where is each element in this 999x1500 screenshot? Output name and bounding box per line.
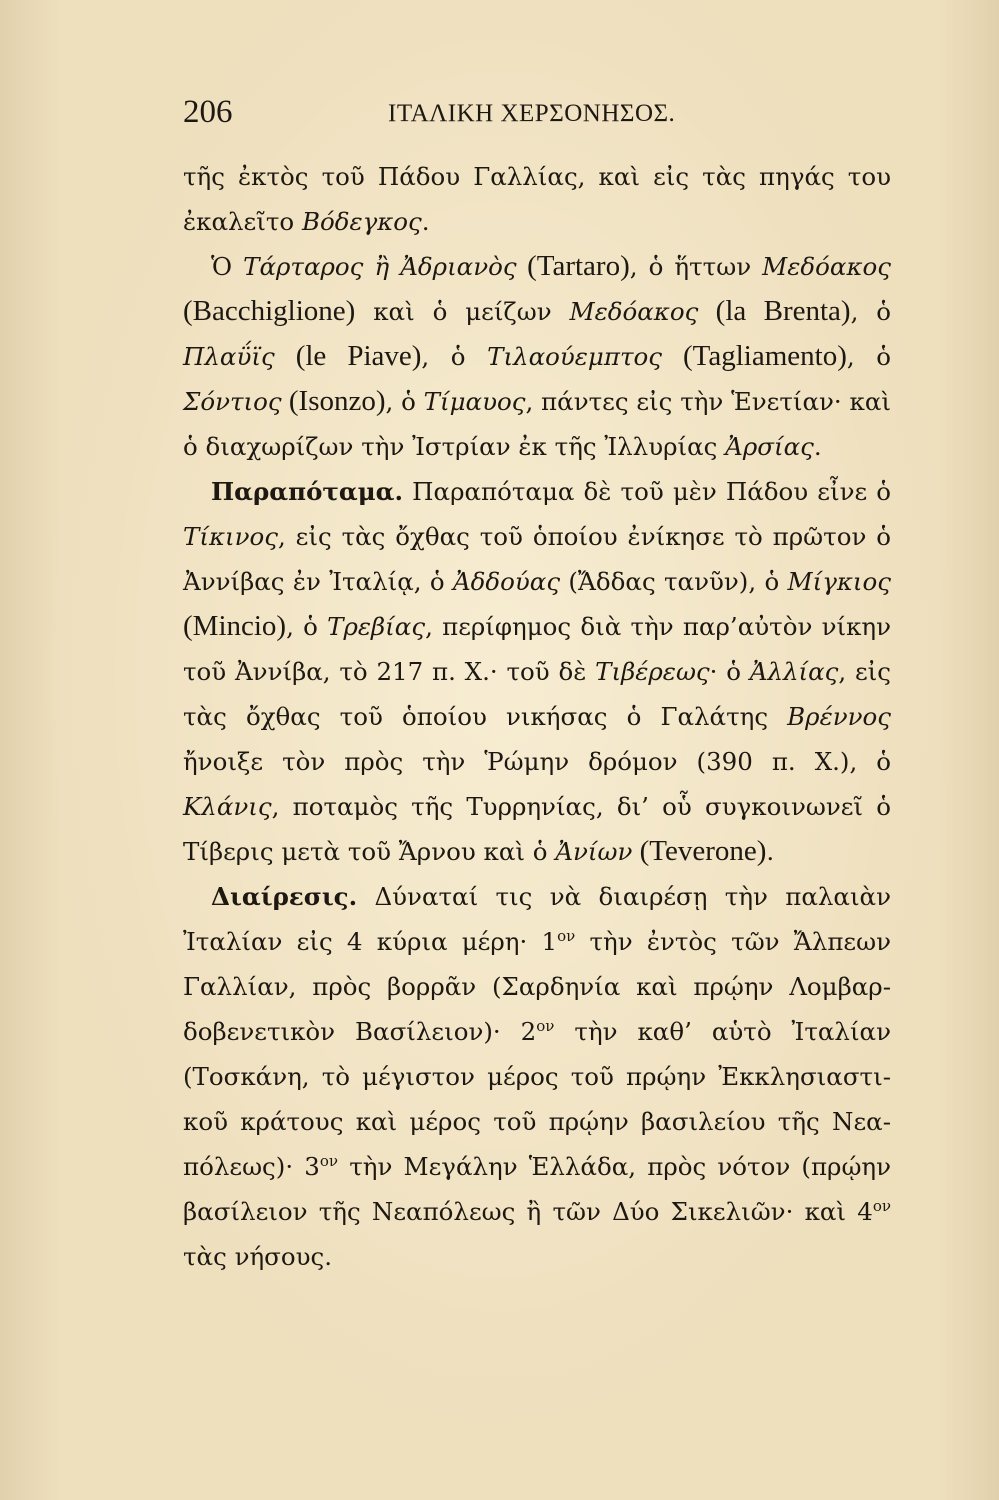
paragraph-tributaries: Παραπόταμα. Παραπόταμα δὲ τοῦ μὲν Πάδου εἶνε ὁ Τίκινος, εἰς τὰς ὄχθας τοῦ ὁποίου ἐνίκησε τὸ πρῶτον ὁ Ἀννίβας ἐν Ἰταλίᾳ, ὁ Ἀδδούας (Ἄδδας τανῦν), ὁ Μίγκιος (Mincio), ὁ Τρεβίας, περίφημος διὰ τὴν παρ’αὐτὸν νίκην τοῦ Ἀννίβα, τὸ 217 π. Χ.· τοῦ δὲ Τιβέρεως· ὁ Ἀλλίας, εἰς τὰς ὄχθας τοῦ ὁποίου νικήσας ὁ Γαλάτης Βρέννος ἤνοιξε τὸν πρὸς τὴν Ῥώμην δρόμον (390 π. Χ.), ὁ Κλάνις, ποταμὸς τῆς Τυρρηνίας, δι’ οὗ συγκοινωνεῖ ὁ Τίβερις μετὰ τοῦ Ἄρνου καὶ ὁ Ἀνίων (Teverone). [183, 477, 891, 867]
running-title: ΙΤΑΛΙΚΗ ΧΕΡΣΟΝΗΣΟΣ. [388, 100, 676, 127]
page-number: 206 [183, 94, 233, 130]
paragraph-division: Διαίρεσις. Δύναταί τις νὰ διαιρέσῃ τὴν παλαιὰν Ἰταλίαν εἰς 4 κύρια $\mu έ\rho\eta\cdot 1^{o\nu}$ τὴν ἐντὸς τῶν Ἄλπεων Γαλλίαν, πρὸς βορρᾶν (Σαρδηνία καὶ πρῴην Λομβαρδοβενετικὸν $B\alpha\sigma ί\lambda\varepsilon\iota o\nu)\cdot 2^{o\nu}$ τὴν καθ’ αὑτὸ Ἰταλίαν (Τοσκάνη, τὸ μέγιστον μέρος τοῦ πρῴην Ἐκκλησιαστικοῦ κράτους καὶ μέρος τοῦ πρῴην βασιλείου τῆς $N\varepsilon\alpha\pi ό\lambda\varepsilon\omega\varsigma)\cdot 3^{o\nu}$ τὴν Μεγάλην Ἑλλάδα, πρὸς νότον (πρῴην βασίλειον τῆς Νεαπόλεως ἢ τῶν Δύο Σικελιῶν· καὶ $4^{o\nu}$ τὰς νήσους. [183, 882, 891, 1271]
section-heading-parapotama: Παραπόταμα. [211, 477, 404, 506]
paragraph-continuation: τῆς ἐκτὸς τοῦ Πάδου Γαλλίας, καὶ εἰς τὰς πηγάς του ἐκαλεῖτο Βόδεγκος. [183, 162, 891, 236]
paragraph-rivers: Ὁ Τάρταρος ἢ Ἀδριανὸς (Tartaro), ὁ ἥττων Μεδόακος (Bacchiglione) καὶ ὁ μείζων Μεδόακος (la Brenta), ὁ Πλαΰϊς (le Piave), ὁ Τιλαούεμπτος (Tagliamento), ὁ Σόντιος (Isonzo), ὁ Τίμαυος, πάντες εἰς τὴν Ἑνετίαν· καὶ ὁ διαχωρίζων τὴν Ἰστρίαν ἐκ τῆς Ἰλλυρίας Ἀρσίας. [183, 250, 891, 461]
page-header [183, 92, 703, 132]
body-text [183, 154, 891, 1279]
section-heading-diairesis: Διαίρεσις. [211, 882, 358, 911]
